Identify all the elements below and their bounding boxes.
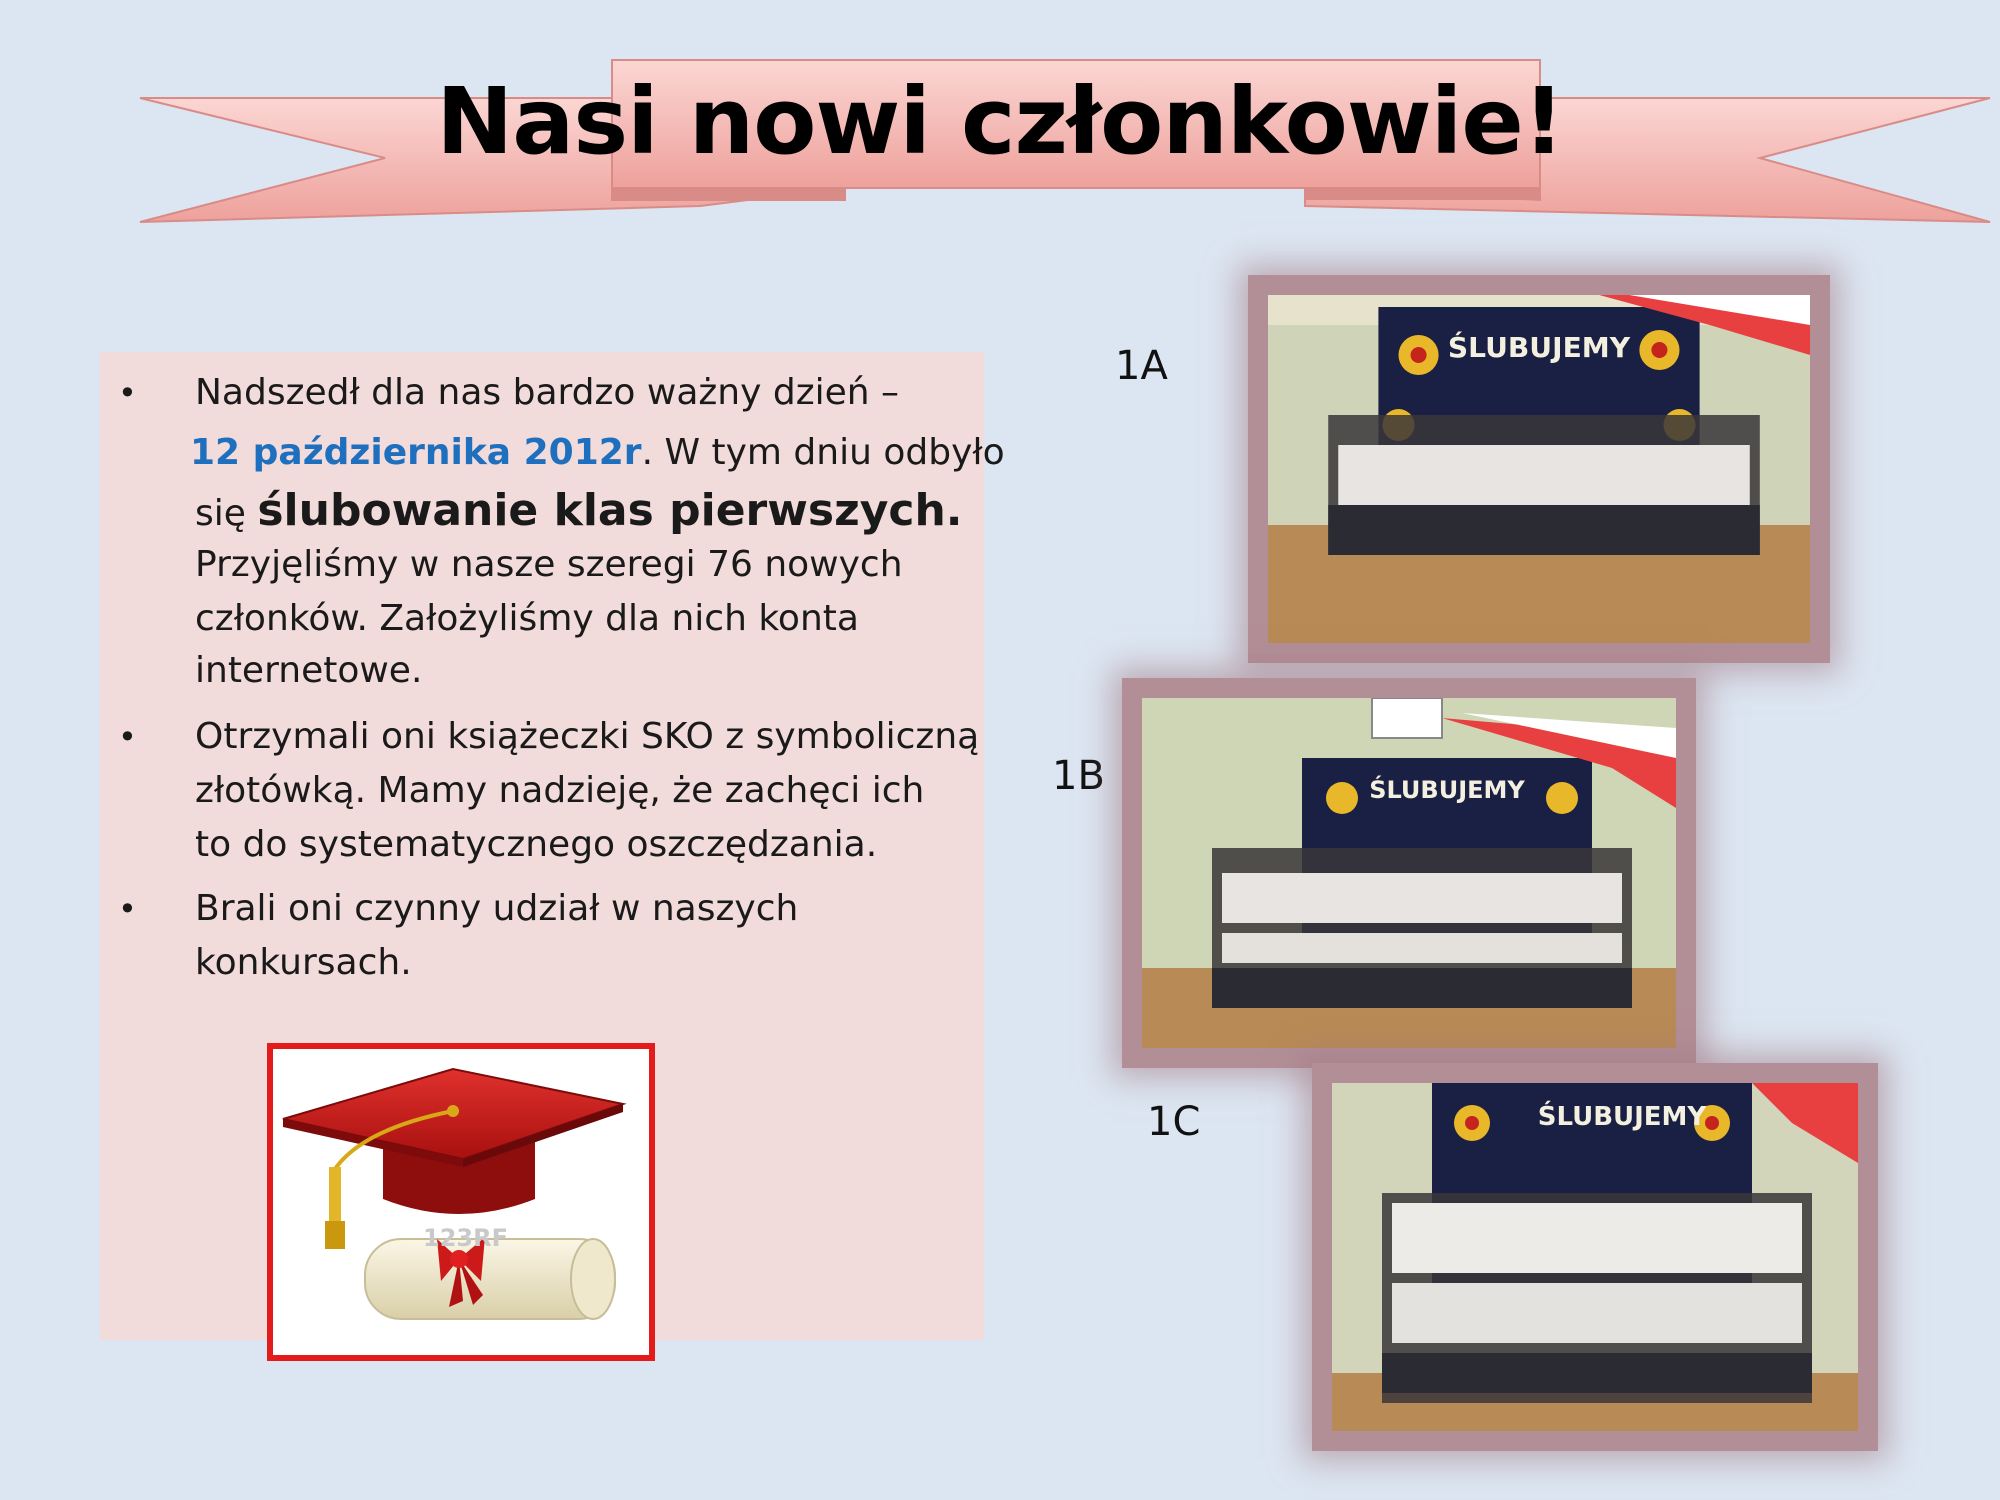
event-date: 12 października 2012r — [190, 432, 642, 473]
bullet-1-line-2: 12 października 2012r. W tym dniu odbyło — [190, 432, 1005, 473]
bullet-marker: • — [118, 374, 137, 412]
bullet-1-line-4: Przyjęliśmy w nasze szeregi 76 nowych — [195, 544, 903, 585]
label-1b: 1B — [1052, 753, 1105, 799]
bullet-1-line-3: się ślubowanie klas pierwszych. — [195, 485, 963, 536]
bullet-2-line-2: złotówką. Mamy nadzieję, że zachęci ich — [195, 770, 925, 811]
bullet-1-line-6: internetowe. — [195, 650, 423, 691]
label-1c: 1C — [1147, 1099, 1201, 1145]
bullet-3-line-2: konkursach. — [195, 942, 412, 983]
graduation-clipart — [267, 1043, 655, 1361]
bullet-2-line-3: to do systematycznego oszczędzania. — [195, 824, 878, 865]
label-1a: 1A — [1115, 343, 1168, 389]
photo-1b-frame — [1122, 678, 1696, 1068]
photo-banner-text: ŚLUBUJEMY — [1537, 1102, 1707, 1132]
photo-banner-text: ŚLUBUJEMY — [1369, 776, 1525, 804]
photo-1b — [1142, 698, 1676, 1048]
bullet-1-line-1: Nadszedł dla nas bardzo ważny dzień – — [195, 372, 900, 413]
photo-1c-frame — [1312, 1063, 1878, 1451]
graduation-cap-icon — [273, 1049, 649, 1355]
bullet-3-line-1: Brali oni czynny udział w naszych — [195, 888, 799, 929]
photo-1a-frame — [1248, 275, 1830, 663]
photo-1c — [1332, 1083, 1858, 1431]
watermark: 123RF — [423, 1224, 508, 1252]
event-name: ślubowanie klas pierwszych. — [257, 485, 963, 536]
bullet-marker: • — [118, 890, 137, 928]
bullet-1-line-5: członków. Założyliśmy dla nich konta — [195, 598, 859, 639]
bullet-2-line-1: Otrzymali oni książeczki SKO z symboliczną — [195, 716, 980, 757]
photo-banner-text: ŚLUBUJEMY — [1447, 331, 1631, 364]
photo-1a — [1268, 295, 1810, 643]
bullet-marker: • — [118, 718, 137, 756]
page-title: Nasi nowi członkowie! — [436, 68, 1564, 175]
